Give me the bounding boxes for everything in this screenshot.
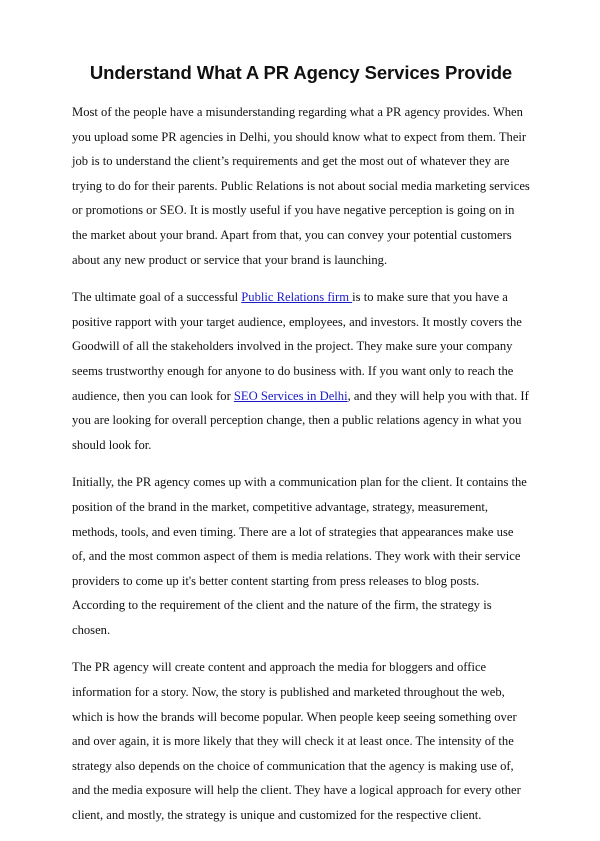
paragraph-2 (72, 285, 530, 457)
document-title: Understand What A PR Agency Services Provide (89, 62, 513, 83)
paragraph-2-text-c: , and they will help you with that. If you are looking for overall perception change, then a public relations agency in what you should look for. (72, 388, 529, 452)
seo-services-delhi-link[interactable]: SEO Services in Delhi (233, 388, 348, 403)
document-page (72, 62, 530, 841)
paragraph-2-text-a: The ultimate goal of a successful (72, 290, 242, 305)
paragraph-1: Most of the people have a misunderstanding regarding what a PR agency provides. When you upload some PR agencies in Delhi, you should know what to expect from them. Their job is to understand the client’s requirements and get the most out of whatever they are trying to do for their parents. Public Relations is not about social media marketing services or promotions or SEO. It is mostly useful if you have negative perception is going on in the market about your brand. Apart from that, you can convey your potential customers about any new product or service that your brand is launching. (72, 105, 530, 267)
paragraph-4: The PR agency will create content and approach the media for bloggers and office information for a story. Now, the story is published and marketed throughout the web, which is how the brands will become popular. When people keep seeing something over and over again, it is more likely that they will check it at least once. The intensity of the strategy also depends on the choice of communication that the agency is making use of, and the media exposure will help the client. They have a logical approach for every other client, and mostly, the strategy is unique and customized for the respective client. (72, 660, 521, 823)
paragraph-3: Initially, the PR agency comes up with a communication plan for the client. It contains the position of the brand in the market, competitive advantage, strategy, measurement, methods, tools, and even timing. There are a lot of strategies that appearances make use of, and the most common aspect of them is media relations. They work with their service providers to come up it's better content starting from press releases to blog posts. According to the requirement of the client and the nature of the firm, the strategy is chosen. (72, 475, 527, 637)
public-relations-firm-link[interactable]: Public Relations firm (241, 290, 353, 305)
paragraph-2-text-b: is to make sure that you have a positive rapport with your target audience, employees, and investors. It mostly covers the Goodwill of all the stakeholders involved in the project. They make sure your company seems trustworthy enough for anyone to do business with. If you want only to reach the audience, then you can look for (72, 290, 522, 403)
